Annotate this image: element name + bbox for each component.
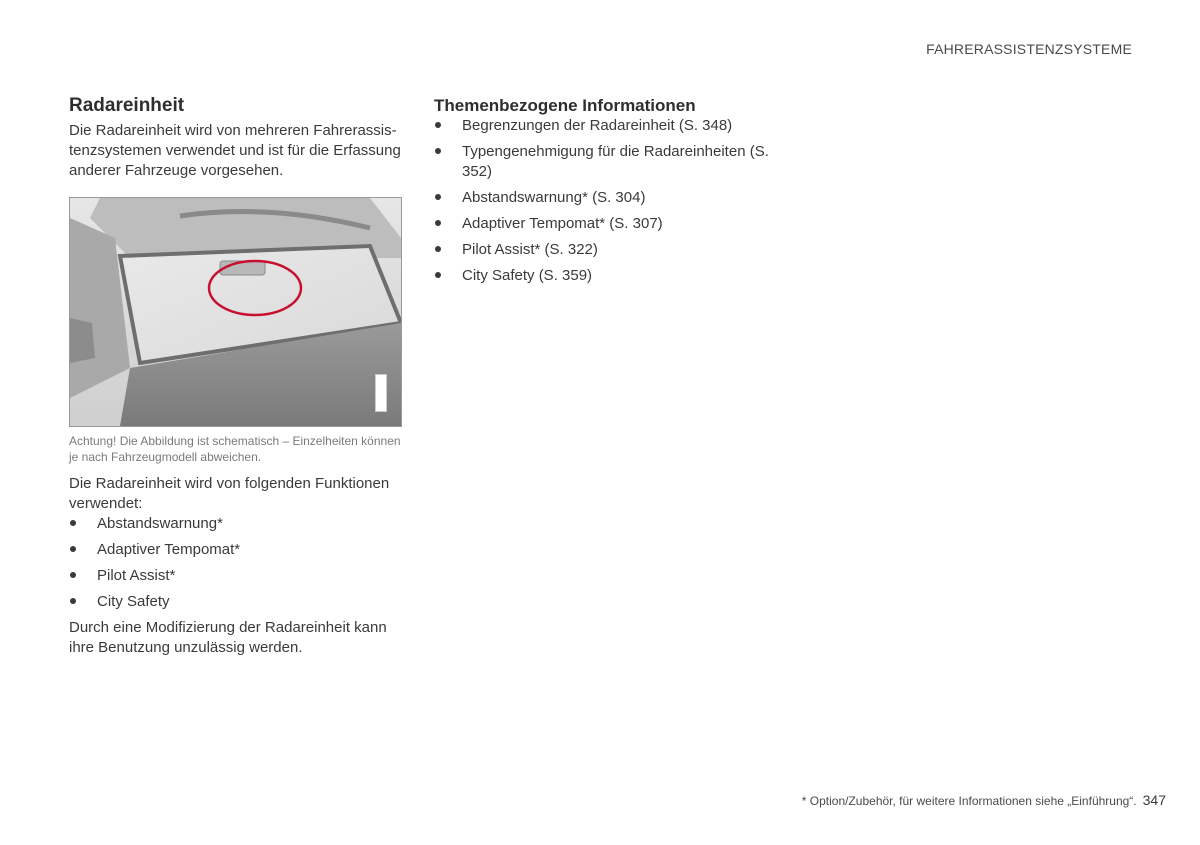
list-item: City Safety: [69, 592, 409, 612]
bullet-icon: [70, 546, 76, 552]
bullet-icon: [70, 598, 76, 604]
related-links-list: [434, 116, 774, 286]
figure-caption: Achtung! Die Abbildung ist schematisch – Einzelheiten können je nach Fahrzeugmodell abweichen.: [69, 434, 401, 464]
windshield-illustration: [70, 198, 401, 426]
radar-unit-figure: [69, 197, 402, 427]
list-item: Abstandswarnung*: [69, 514, 409, 534]
right-column: [434, 96, 774, 292]
bullet-icon: [435, 122, 441, 128]
bullet-icon: [435, 220, 441, 226]
footnote-text: * Option/Zubehör, für weitere Informationen siehe „Einführung“.: [801, 794, 1137, 808]
bullet-icon: [435, 148, 441, 154]
left-column: [69, 95, 409, 658]
page-footer: [700, 792, 1166, 808]
figure-code-label: [375, 374, 387, 412]
functions-list: [69, 514, 409, 612]
related-link[interactable]: City Safety (S. 359): [434, 266, 774, 286]
page-title: Radareinheit: [69, 95, 185, 116]
bullet-icon: [70, 520, 76, 526]
bullet-icon: [435, 194, 441, 200]
outro-paragraph: Durch eine Modifizierung der Radareinheit kann ihre Benutzung unzulässig werden.: [69, 619, 387, 656]
intro-paragraph: Die Radareinheit wird von mehreren Fahrerassistenzsystemen verwendet und ist für die Erfassung anderer Fahrzeuge vorgesehen.: [69, 122, 401, 179]
bullet-icon: [435, 246, 441, 252]
page-number: 347: [1142, 792, 1166, 808]
related-info-title: Themenbezogene Informationen: [434, 96, 696, 115]
related-link[interactable]: Pilot Assist* (S. 322): [434, 240, 774, 260]
related-link[interactable]: Adaptiver Tempomat* (S. 307): [434, 214, 774, 234]
list-item: Adaptiver Tempomat*: [69, 540, 409, 560]
section-header: FAHRERASSISTENZSYSTEME: [926, 41, 1132, 57]
related-link[interactable]: Begrenzungen der Radareinheit (S. 348): [434, 116, 774, 136]
related-link[interactable]: Abstandswarnung* (S. 304): [434, 188, 774, 208]
bullet-icon: [435, 272, 441, 278]
functions-intro: Die Radareinheit wird von folgenden Funktionen verwendet:: [69, 475, 390, 512]
related-link[interactable]: Typengenehmigung für die Radareinheiten (S. 352): [434, 142, 774, 182]
bullet-icon: [70, 572, 76, 578]
list-item: Pilot Assist*: [69, 566, 409, 586]
